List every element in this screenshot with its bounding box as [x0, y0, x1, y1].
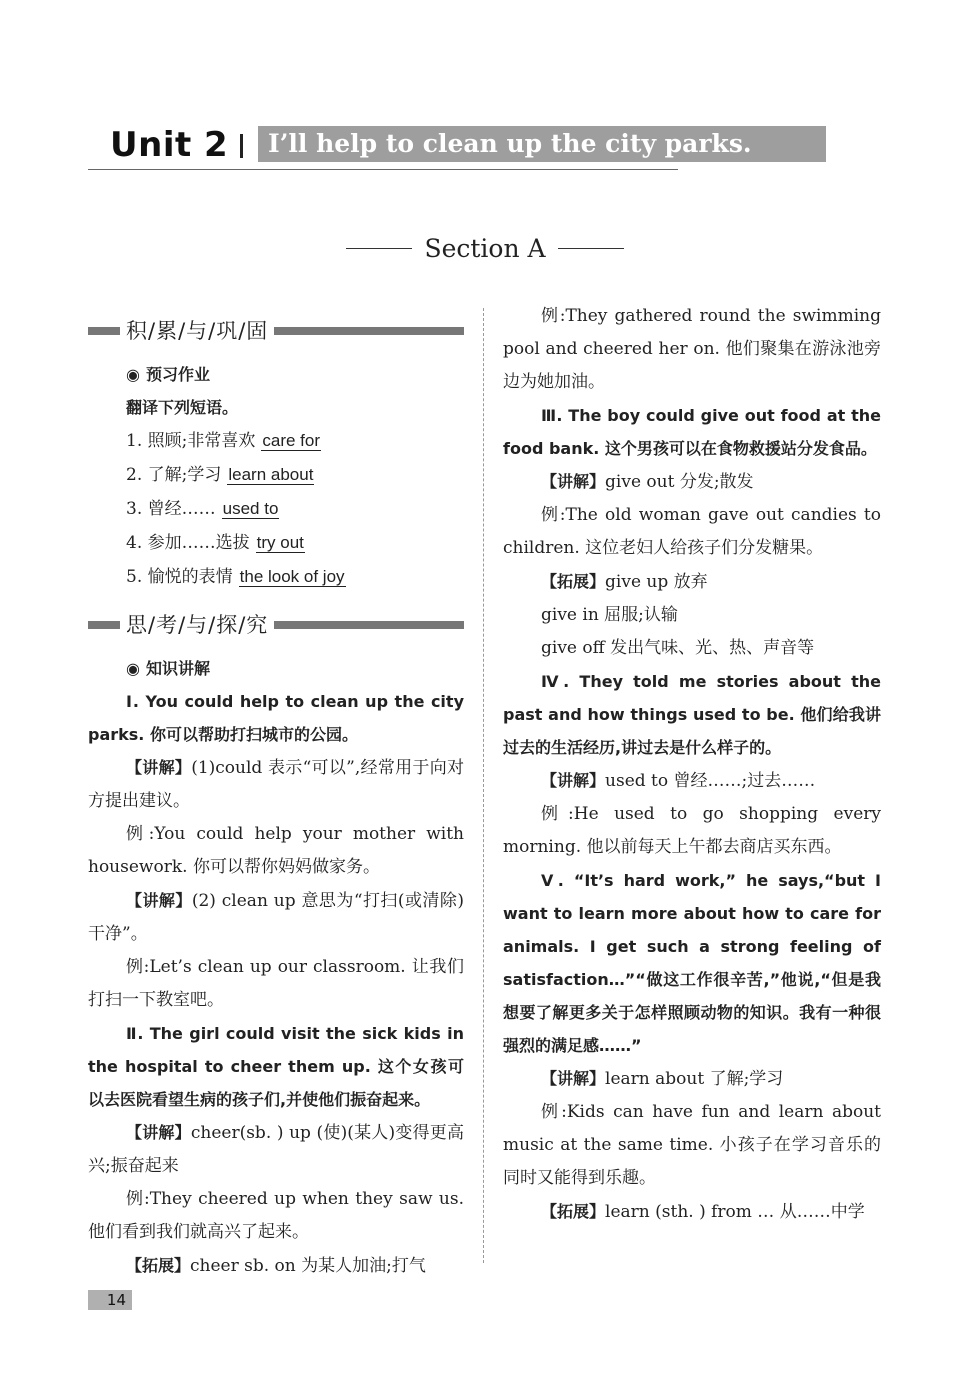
example: 例:Kids can have fun and learn about music at the same time. 小孩子在学习音乐的同时又能得到乐趣。: [503, 1102, 881, 1188]
banner-accumulate: [88, 308, 464, 354]
explanation: 【讲解】(1)could 表示“可以”,经常用于向对方提出建议。: [88, 758, 464, 811]
sentence-3: Ⅲ. The boy could give out food at the food bank. 这个男孩可以在食物救援站分发食品。: [503, 406, 881, 458]
sentence-4: Ⅳ. They told me stories about the past and how things used to be. 他们给我讲过去的生活经历,讲过去是什么样子的。: [503, 672, 881, 757]
left-column: [88, 300, 464, 1283]
example: 例:He used to go shopping every morning. 他以前每天上午都去商店买东西。: [503, 804, 881, 857]
bullet-icon: ◉: [126, 365, 140, 384]
example: 例:You could help your mother with housework. 你可以帮你妈妈做家务。: [88, 824, 464, 877]
column-divider: [483, 308, 484, 1263]
explanation: 【讲解】give out 分发;散发: [541, 472, 754, 492]
sentence-1: Ⅰ. You could help to clean up the city parks. 你可以帮助打扫城市的公园。: [88, 692, 464, 744]
example: 例:The old woman gave out candies to children. 这位老妇人给孩子们分发糖果。: [503, 505, 881, 558]
answer-text: try out: [256, 533, 304, 552]
unit-label: Unit 2: [110, 125, 229, 165]
banner-think-text: 思/考/与/探/究: [126, 612, 269, 637]
page-number: 14: [88, 1290, 132, 1310]
section-line-right: [558, 248, 624, 249]
section-heading: [340, 228, 630, 268]
phrase-item: 3. 曾经…… used to: [126, 499, 279, 519]
example: 例:They cheered up when they saw us. 他们看到我们就高兴了起来。: [88, 1189, 464, 1242]
extension-line: give off 发出气味、光、热、声音等: [541, 638, 815, 658]
section-title: Section A: [424, 233, 546, 263]
explanation: 【讲解】(2) clean up 意思为“打扫(或清除)干净”。: [88, 891, 464, 944]
sentence-2: Ⅱ. The girl could visit the sick kids in the hospital to cheer them up. 这个女孩可以去医院看望生病的孩子们,并使他们振奋起来。: [88, 1024, 464, 1109]
unit-separator: [240, 134, 243, 158]
explanation: 【讲解】learn about 了解;学习: [541, 1069, 784, 1089]
example: 例:They gathered round the swimming pool and cheered her on. 他们聚集在游泳池旁边为她加油。: [503, 306, 881, 392]
section-line-left: [346, 248, 412, 249]
unit-title-bar: [258, 126, 826, 162]
extension-line: give in 屈服;认输: [541, 605, 678, 625]
knowledge-heading: ◉ 知识讲解: [126, 659, 210, 678]
phrase-item: 4. 参加……选拔 try out: [126, 533, 304, 553]
banner-accumulate-text: 积/累/与/巩/固: [126, 318, 269, 343]
bullet-icon: ◉: [126, 659, 140, 678]
answer-text: care for: [262, 431, 321, 450]
explanation: 【讲解】cheer(sb. ) up (使)(某人)变得更高兴;振奋起来: [88, 1123, 464, 1176]
answer-text: the look of joy: [239, 567, 345, 586]
phrase-item: 1. 照顾;非常喜欢 care for: [126, 431, 321, 451]
banner-think: [88, 602, 464, 648]
preview-instruction: 翻译下列短语。: [126, 398, 239, 417]
header-rule: [88, 169, 678, 170]
extension: 【拓展】cheer sb. on 为某人加油;打气: [126, 1256, 426, 1276]
extension: 【拓展】give up 放弃: [541, 572, 708, 592]
phrase-item: 5. 愉悦的表情 the look of joy: [126, 567, 345, 587]
right-column: [503, 300, 881, 1229]
answer-text: used to: [222, 499, 279, 518]
sentence-5: Ⅴ. “It’s hard work,” he says,“but I want to learn more about how to care for animals. I get such a strong feeling of satisfaction…”“做这工作很辛苦,”他说,“但是我想要了解更多关于怎样照顾动物的知识。我有一种很强烈的满足感……”: [503, 871, 881, 1055]
unit-title: I’ll help to clean up the city parks.: [268, 129, 752, 158]
phrase-item: 2. 了解;学习 learn about: [126, 465, 314, 485]
example: 例:Let’s clean up our classroom. 让我们打扫一下教室吧。: [88, 957, 464, 1010]
extension: 【拓展】learn (sth. ) from … 从……中学: [541, 1202, 865, 1222]
answer-text: learn about: [228, 465, 314, 484]
explanation: 【讲解】used to 曾经……;过去……: [541, 771, 816, 791]
preview-heading: ◉ 预习作业: [126, 365, 210, 384]
